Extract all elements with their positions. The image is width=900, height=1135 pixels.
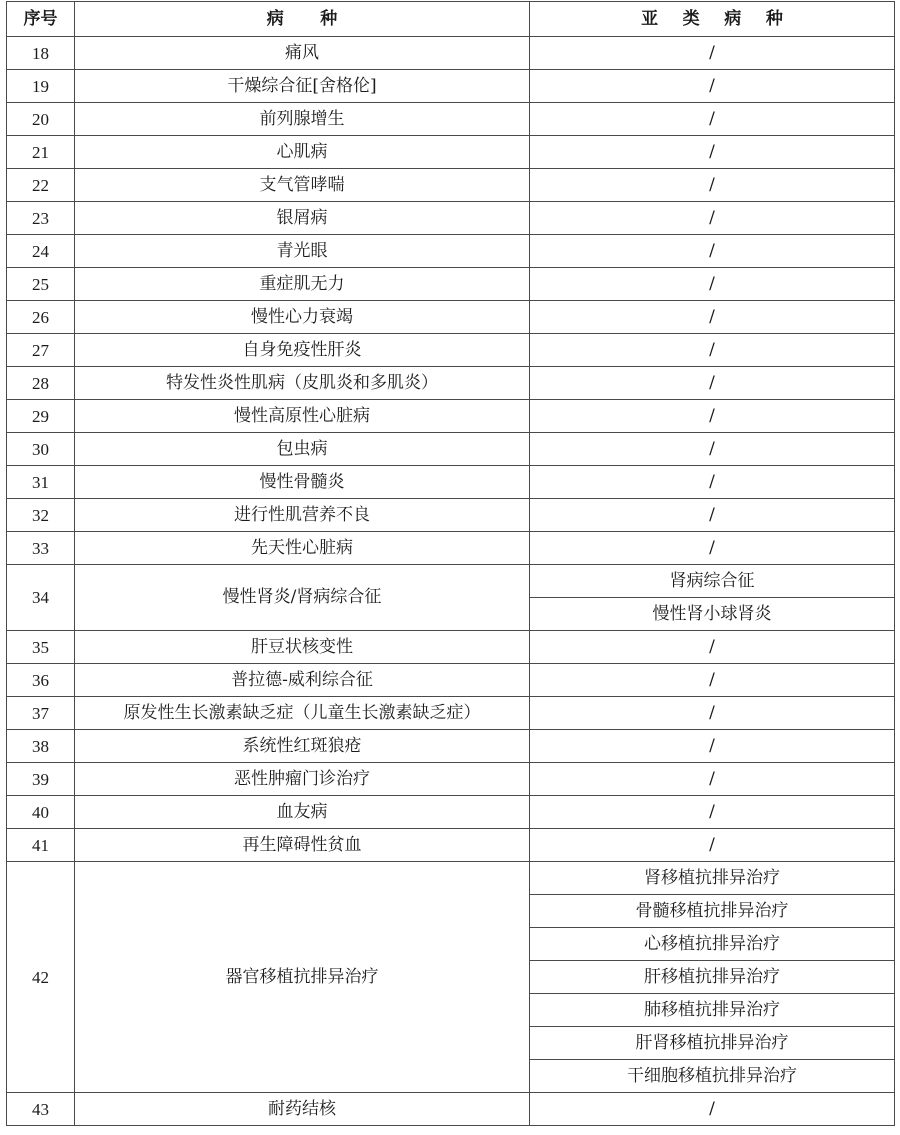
row-disease: 器官移植抗排异治疗: [75, 862, 530, 1093]
row-index: 41: [7, 829, 75, 862]
table-body: [7, 37, 895, 1126]
row-disease: 干燥综合征[舍格伦]: [75, 70, 530, 103]
table-row: [7, 334, 895, 367]
row-index: 19: [7, 70, 75, 103]
row-subtype: /: [530, 37, 895, 70]
row-subtype: 心移植抗排异治疗: [530, 928, 895, 961]
row-subtype: 肺移植抗排异治疗: [530, 994, 895, 1027]
row-subtype: 慢性肾小球肾炎: [530, 598, 895, 631]
row-disease: 慢性肾炎/肾病综合征: [75, 565, 530, 631]
row-index: 23: [7, 202, 75, 235]
row-subtype: /: [530, 532, 895, 565]
row-subtype: /: [530, 334, 895, 367]
row-index: 34: [7, 565, 75, 631]
row-disease: 先天性心脏病: [75, 532, 530, 565]
row-subtype: /: [530, 796, 895, 829]
row-index: 37: [7, 697, 75, 730]
row-subtype: /: [530, 829, 895, 862]
row-disease: 重症肌无力: [75, 268, 530, 301]
row-index: 33: [7, 532, 75, 565]
row-disease: 银屑病: [75, 202, 530, 235]
row-index: 22: [7, 169, 75, 202]
row-index: 20: [7, 103, 75, 136]
table-row: [7, 268, 895, 301]
table-row: [7, 37, 895, 70]
table-row: [7, 499, 895, 532]
row-disease: 自身免疫性肝炎: [75, 334, 530, 367]
row-index: 30: [7, 433, 75, 466]
row-disease: 肝豆状核变性: [75, 631, 530, 664]
row-disease: 包虫病: [75, 433, 530, 466]
row-subtype: /: [530, 103, 895, 136]
row-disease: 痛风: [75, 37, 530, 70]
table-row: [7, 169, 895, 202]
table-row: [7, 664, 895, 697]
row-subtype: /: [530, 664, 895, 697]
row-disease: 再生障碍性贫血: [75, 829, 530, 862]
row-disease: 耐药结核: [75, 1093, 530, 1126]
row-disease: 支气管哮喘: [75, 169, 530, 202]
row-subtype: 肝移植抗排异治疗: [530, 961, 895, 994]
row-disease: 特发性炎性肌病（皮肌炎和多肌炎）: [75, 367, 530, 400]
row-subtype: /: [530, 70, 895, 103]
row-subtype: /: [530, 466, 895, 499]
row-disease: 进行性肌营养不良: [75, 499, 530, 532]
row-index: 27: [7, 334, 75, 367]
table-row: [7, 1093, 895, 1126]
row-subtype: /: [530, 1093, 895, 1126]
table-row: [7, 70, 895, 103]
disease-table: [6, 1, 895, 1126]
row-disease: 系统性红斑狼疮: [75, 730, 530, 763]
row-subtype: /: [530, 301, 895, 334]
header-index: 序号: [7, 2, 75, 37]
table-row: [7, 466, 895, 499]
table-row: [7, 136, 895, 169]
table-row: [7, 763, 895, 796]
row-index: 42: [7, 862, 75, 1093]
row-index: 25: [7, 268, 75, 301]
row-disease: 原发性生长激素缺乏症（儿童生长激素缺乏症）: [75, 697, 530, 730]
row-subtype: /: [530, 631, 895, 664]
table-row: [7, 829, 895, 862]
row-index: 31: [7, 466, 75, 499]
row-subtype: /: [530, 433, 895, 466]
row-subtype: 肾移植抗排异治疗: [530, 862, 895, 895]
row-index: 39: [7, 763, 75, 796]
header-subtype: [530, 2, 895, 37]
table-row: [7, 400, 895, 433]
header-disease: [75, 2, 530, 37]
table-row: [7, 433, 895, 466]
row-subtype: /: [530, 400, 895, 433]
table-row: [7, 697, 895, 730]
row-index: 29: [7, 400, 75, 433]
table-row: [7, 235, 895, 268]
row-index: 40: [7, 796, 75, 829]
row-disease: 血友病: [75, 796, 530, 829]
row-disease: 普拉德-威利综合征: [75, 664, 530, 697]
row-subtype: /: [530, 268, 895, 301]
row-subtype: /: [530, 235, 895, 268]
row-subtype: /: [530, 763, 895, 796]
row-subtype: /: [530, 499, 895, 532]
table-row: [7, 631, 895, 664]
row-disease: 慢性骨髓炎: [75, 466, 530, 499]
row-index: 26: [7, 301, 75, 334]
table-row: [7, 862, 895, 895]
row-index: 18: [7, 37, 75, 70]
header-subtype-label: 亚 类 病 种: [641, 8, 793, 29]
row-index: 35: [7, 631, 75, 664]
row-subtype: /: [530, 697, 895, 730]
row-disease: 恶性肿瘤门诊治疗: [75, 763, 530, 796]
row-subtype: /: [530, 730, 895, 763]
row-index: 24: [7, 235, 75, 268]
table-row: [7, 796, 895, 829]
row-subtype: 肝肾移植抗排异治疗: [530, 1027, 895, 1060]
row-subtype: 干细胞移植抗排异治疗: [530, 1060, 895, 1093]
header-disease-label: 病 种: [266, 8, 353, 29]
row-disease: 青光眼: [75, 235, 530, 268]
row-disease: 慢性心力衰竭: [75, 301, 530, 334]
row-subtype: /: [530, 136, 895, 169]
row-index: 32: [7, 499, 75, 532]
row-subtype: 肾病综合征: [530, 565, 895, 598]
row-index: 38: [7, 730, 75, 763]
table-row: [7, 565, 895, 598]
row-disease: 前列腺增生: [75, 103, 530, 136]
table-row: [7, 301, 895, 334]
row-subtype: /: [530, 169, 895, 202]
row-subtype: /: [530, 367, 895, 400]
table-row: [7, 202, 895, 235]
row-index: 21: [7, 136, 75, 169]
table-row: [7, 367, 895, 400]
table-row: [7, 730, 895, 763]
row-disease: 慢性高原性心脏病: [75, 400, 530, 433]
row-index: 28: [7, 367, 75, 400]
row-subtype: /: [530, 202, 895, 235]
row-index: 36: [7, 664, 75, 697]
row-index: 43: [7, 1093, 75, 1126]
row-disease: 心肌病: [75, 136, 530, 169]
row-subtype: 骨髓移植抗排异治疗: [530, 895, 895, 928]
table-row: [7, 532, 895, 565]
table-row: [7, 103, 895, 136]
table-header-row: [7, 2, 895, 37]
